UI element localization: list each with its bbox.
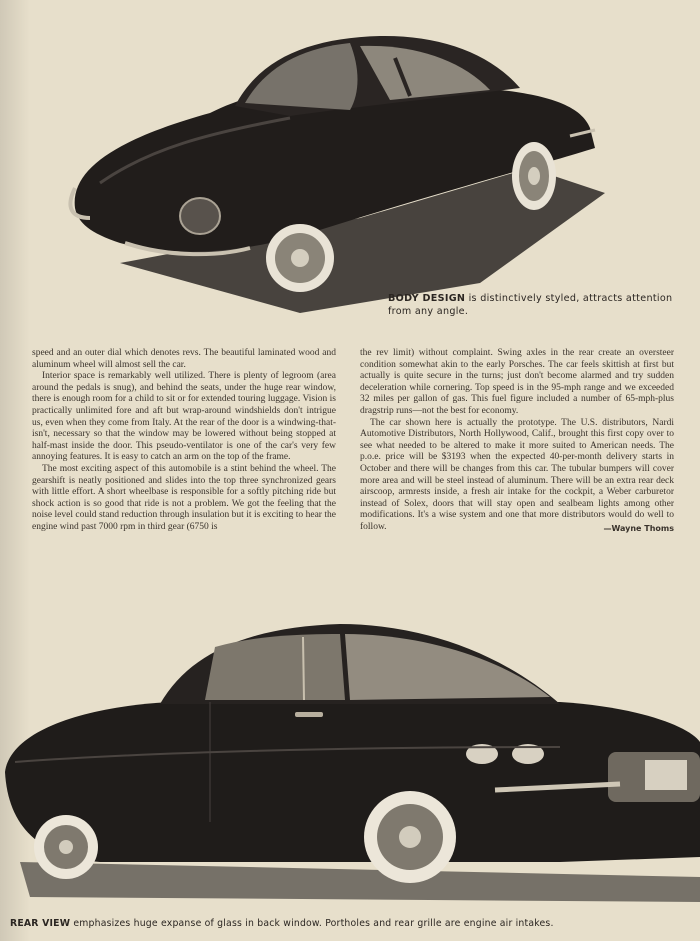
bottom-caption-lead: REAR VIEW — [10, 918, 71, 929]
paragraph: The most exciting aspect of this automobile is a stint behind the wheel. The gearshift is neatly positioned and slides into the top three synchronized gears with little effort. A short wheelbase is responsible for a softly pitching ride but shock action is so good that ride is not a problem. We got the feeling that the noise level could stand reduction through insulation but it is exciting to hear the engine wind past 7000 rpm in third gear (6750 is — [32, 463, 336, 532]
paragraph: Interior space is remarkably well utilized. There is plenty of legroom (area around the pedals is snug), and behind the seats, under the huge rear window, there is enough room for a child to sit or for extended touring luggage. Vision is practically unlimited fore and aft but wrap-around windshields don't intrigue us, even when they come from Italy. At the rear of the door is a windwing-that-isn't, necessary so that the window may be lowered without being stopped at half-mast inside the door. This pseudo-ventilator is one of the car's very few annoying features. It is easy to catch an arm on the top of the frame. — [32, 371, 336, 463]
top-caption-text: is distinctively styled, attracts attention from any angle. — [388, 293, 673, 317]
car-front-photo — [60, 18, 620, 318]
bottom-photo-caption — [10, 918, 700, 930]
paragraph: speed and an outer dial which denotes revs. The beautiful laminated wood and aluminum wheel will almost sell the car. — [32, 348, 336, 370]
top-photo-caption — [388, 292, 678, 318]
bottom-caption-text: emphasizes huge expanse of glass in back window. Portholes and rear grille are engine air intakes. — [70, 918, 554, 929]
author-byline: —Wayne Thoms — [603, 523, 674, 533]
paragraph: the rev limit) without complaint. Swing axles in the rear create an oversteer condition somewhat akin to the early Porsches. The car feels skittish at first but actually is quite secure in the turns; just don't become alarmed and try sudden deceleration while cornering. Top speed is in the 95-mph range and we exceeded 32 miles per gallon of gas. This fuel figure included a number of 65-mph-plus dragstrip runs—not the best for economy. — [360, 348, 674, 416]
article-column-right — [360, 348, 674, 534]
article-column-left — [32, 348, 336, 534]
car-rear-photo — [0, 612, 700, 912]
top-caption-lead: BODY DESIGN — [388, 293, 466, 304]
paragraph: The car shown here is actually the prototype. The U.S. distributors, Nardi Automotive Distributors, North Hollywood, Calif., brought this first copy over to see what needed to be altered to make it more suited to American needs. The p.o.e. price will be $3193 when the expected 40-per-month delivery starts in October and there will be changes from this car. The tubular bumpers will cover more area and will be steel instead of aluminum. There will be an extra rear deck airscoop, armrests inside, a fresh air intake for the cockpit, a Weber carburetor instead of Solex, doors that will stay open and sealbeam lights among other modifications. It's a wise system and one that more distributors would do well to follow. — [360, 417, 674, 532]
